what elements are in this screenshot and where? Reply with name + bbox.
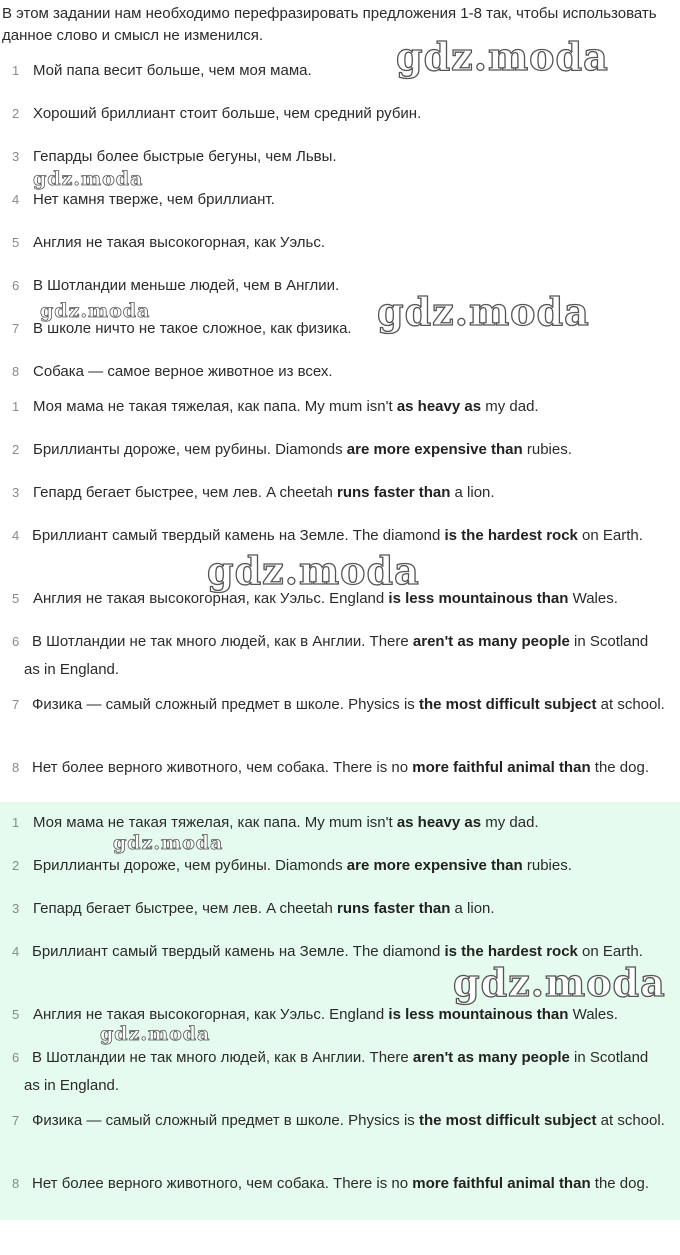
item-number: 5 xyxy=(12,591,20,606)
watermark: gdz.moda xyxy=(396,34,609,79)
item-number: 2 xyxy=(12,442,20,457)
list-item xyxy=(0,691,680,719)
item-text: В Шотландии не так много людей, как в Англии. There aren't as many people in Scotland as in England. xyxy=(24,1049,649,1094)
item-number: 4 xyxy=(12,192,20,207)
item-text: Физика — самый сложный предмет в школе. Physics is the most difficult subject at school. xyxy=(32,1112,665,1129)
item-number: 8 xyxy=(12,364,20,379)
item-number: 3 xyxy=(12,149,20,164)
item-text: Англия не такая высокогорная, как Уэльс. England is less mountainous than Wales. xyxy=(33,1006,618,1023)
item-number: 1 xyxy=(12,63,20,78)
item-number: 1 xyxy=(12,815,20,830)
item-text: Моя мама не такая тяжелая, как папа. My mum isn't as heavy as my dad. xyxy=(33,398,539,415)
list-item xyxy=(0,436,680,464)
watermark: gdz.moda xyxy=(113,832,224,854)
list-item xyxy=(0,100,680,128)
item-text: Бриллианты дороже, чем рубины. Diamonds are more expensive than rubies. xyxy=(33,857,572,874)
list-item xyxy=(0,1107,680,1135)
watermark: gdz.moda xyxy=(453,960,666,1005)
item-number: 7 xyxy=(12,1113,20,1128)
item-number: 5 xyxy=(12,235,20,250)
list-item xyxy=(0,186,680,214)
item-text: Гепарды более быстрые бегуны, чем Львы. xyxy=(33,148,337,165)
item-text: В Шотландии не так много людей, как в Англии. There aren't as many people in Scotland as in England. xyxy=(24,633,649,678)
item-number: 8 xyxy=(12,1176,20,1191)
item-number: 1 xyxy=(12,399,20,414)
list-item xyxy=(0,628,680,684)
item-number: 6 xyxy=(12,278,20,293)
watermark: gdz.moda xyxy=(40,300,151,322)
item-text: Хороший бриллиант стоит больше, чем средний рубин. xyxy=(33,105,422,122)
item-number: 6 xyxy=(12,634,20,649)
watermark: gdz.moda xyxy=(377,289,590,334)
item-text: Гепард бегает быстрее, чем лев. A cheetah runs faster than a lion. xyxy=(33,900,495,917)
item-number: 7 xyxy=(12,321,20,336)
list-item xyxy=(0,358,680,386)
item-number: 4 xyxy=(12,944,20,959)
item-number: 7 xyxy=(12,697,20,712)
list-item xyxy=(0,315,680,343)
item-number: 4 xyxy=(12,528,20,543)
item-text: Мой папа весит больше, чем моя мама. xyxy=(33,62,312,79)
item-text: Англия не такая высокогорная, как Уэльс. xyxy=(33,234,326,251)
list-item xyxy=(0,938,680,966)
list-item xyxy=(0,1170,680,1198)
list-item xyxy=(0,272,680,300)
item-text: Гепард бегает быстрее, чем лев. A cheetah runs faster than a lion. xyxy=(33,484,495,501)
list-item xyxy=(0,585,680,613)
list-item xyxy=(0,57,680,85)
item-text: Бриллиант самый твердый камень на Земле. The diamond is the hardest rock on Earth. xyxy=(32,527,643,544)
list-item xyxy=(0,229,680,257)
list-item xyxy=(0,852,680,880)
item-text: Физика — самый сложный предмет в школе. Physics is the most difficult subject at school. xyxy=(32,696,665,713)
list-item xyxy=(0,393,680,421)
item-text: Нет более верного животного, чем собака. There is no more faithful animal than the dog. xyxy=(32,1175,649,1192)
item-number: 2 xyxy=(12,858,20,873)
list-item xyxy=(0,895,680,923)
item-text: Нет камня тверже, чем бриллиант. xyxy=(33,191,275,208)
item-text: Бриллианты дороже, чем рубины. Diamonds are more expensive than rubies. xyxy=(33,441,572,458)
list-item xyxy=(0,754,680,782)
item-text: Бриллиант самый твердый камень на Земле. The diamond is the hardest rock on Earth. xyxy=(32,943,643,960)
item-number: 8 xyxy=(12,760,20,775)
task-intro: В этом задании нам необходимо перефразировать предложения 1-8 так, чтобы использовать данное слово и смысл не изменился. xyxy=(2,5,657,44)
watermark: gdz.moda xyxy=(100,1023,211,1045)
list-item xyxy=(0,143,680,171)
item-text: Моя мама не такая тяжелая, как папа. My mum isn't as heavy as my dad. xyxy=(33,814,539,831)
item-number: 3 xyxy=(12,485,20,500)
watermark: gdz.moda xyxy=(207,548,420,593)
item-number: 5 xyxy=(12,1007,20,1022)
item-number: 6 xyxy=(12,1050,20,1065)
list-item xyxy=(0,522,680,550)
item-text: Собака — самое верное животное из всех. xyxy=(33,363,333,380)
item-number: 2 xyxy=(12,106,20,121)
item-text: В школе ничто не такое сложное, как физика. xyxy=(33,320,352,337)
list-item xyxy=(0,809,680,837)
list-item xyxy=(0,1044,680,1100)
list-item xyxy=(0,479,680,507)
item-text: Нет более верного животного, чем собака. There is no more faithful animal than the dog. xyxy=(32,759,649,776)
item-text: В Шотландии меньше людей, чем в Англии. xyxy=(33,277,340,294)
item-text: Англия не такая высокогорная, как Уэльс. England is less mountainous than Wales. xyxy=(33,590,618,607)
list-item xyxy=(0,1001,680,1029)
watermark: gdz.moda xyxy=(33,168,144,190)
item-number: 3 xyxy=(12,901,20,916)
